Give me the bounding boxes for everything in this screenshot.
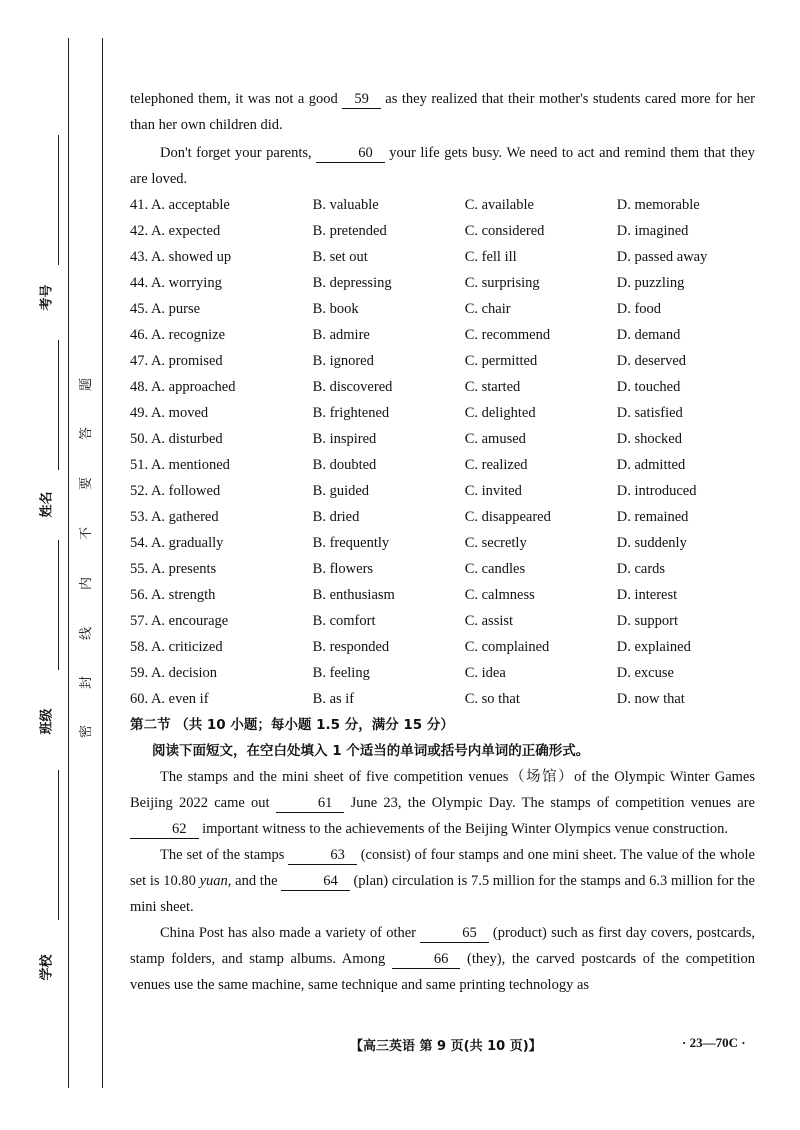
option-a: 41. A. acceptable	[130, 197, 230, 213]
option-b: B. book	[312, 301, 359, 317]
option-row	[130, 504, 755, 530]
option-c: C. permitted	[464, 353, 538, 369]
option-c: C. so that	[464, 691, 520, 707]
option-row	[130, 192, 755, 218]
option-c: C. disappeared	[464, 509, 551, 525]
option-d: D. shocked	[616, 431, 682, 447]
option-row	[130, 270, 755, 296]
seal-char: 不	[79, 526, 95, 541]
option-a: 51. A. mentioned	[130, 457, 230, 473]
footer-page-info: 【高三英语 第 9 页(共 10 页)】	[350, 1039, 542, 1054]
option-d: D. explained	[616, 639, 691, 655]
option-c: C. idea	[464, 665, 506, 681]
name-label: 姓名	[39, 491, 55, 518]
seal-char: 答	[79, 426, 95, 441]
option-b: B. guided	[312, 483, 370, 499]
name-line	[58, 340, 59, 470]
option-a: 48. A. approached	[130, 379, 236, 395]
option-b: B. doubted	[312, 457, 377, 473]
option-a: 45. A. purse	[130, 301, 201, 317]
option-d: D. satisfied	[616, 405, 683, 421]
option-c: C. calmness	[464, 587, 535, 603]
option-b: B. pretended	[312, 223, 387, 239]
option-b: B. frequently	[312, 535, 390, 551]
option-d: D. demand	[616, 327, 681, 343]
margin-rule-right	[102, 38, 103, 1088]
option-a: 60. A. even if	[130, 691, 209, 707]
option-c: C. fell ill	[464, 249, 517, 265]
answer-blank: 66	[392, 951, 461, 969]
option-b: B. inspired	[312, 431, 377, 447]
option-d: D. suddenly	[616, 535, 687, 551]
seal-char: 要	[79, 476, 95, 491]
option-d: D. cards	[616, 561, 666, 577]
option-d: D. now that	[616, 691, 685, 707]
option-row	[130, 556, 755, 582]
option-a: 47. A. promised	[130, 353, 223, 369]
class-label: 班级	[39, 708, 55, 735]
option-d: D. admitted	[616, 457, 686, 473]
option-a: 55. A. presents	[130, 561, 217, 577]
answer-blank: 64	[281, 873, 350, 891]
option-b: B. ignored	[312, 353, 374, 369]
option-row	[130, 348, 755, 374]
option-row	[130, 660, 755, 686]
option-c: C. considered	[464, 223, 545, 239]
exam-no-label: 考号	[39, 284, 55, 311]
option-c: C. secretly	[464, 535, 527, 551]
seal-char: 题	[79, 377, 95, 392]
option-b: B. frightened	[312, 405, 390, 421]
option-d: D. passed away	[616, 249, 708, 265]
option-b: B. feeling	[312, 665, 370, 681]
option-b: B. discovered	[312, 379, 393, 395]
answer-blank: 61	[276, 795, 345, 813]
exam-no-line	[58, 135, 59, 265]
option-b: B. responded	[312, 639, 390, 655]
option-row	[130, 582, 755, 608]
option-a: 59. A. decision	[130, 665, 217, 681]
option-c: C. candles	[464, 561, 526, 577]
option-a: 50. A. disturbed	[130, 431, 223, 447]
option-d: D. food	[616, 301, 662, 317]
option-b: B. as if	[312, 691, 355, 707]
option-d: D. imagined	[616, 223, 689, 239]
answer-blank: 60	[316, 145, 385, 163]
school-label: 学校	[39, 954, 55, 981]
option-row	[130, 244, 755, 270]
option-a: 53. A. gathered	[130, 509, 219, 525]
school-line	[58, 770, 59, 920]
option-d: D. deserved	[616, 353, 687, 369]
option-c: C. realized	[464, 457, 528, 473]
option-d: D. support	[616, 613, 678, 629]
option-b: B. dried	[312, 509, 360, 525]
option-a: 43. A. showed up	[130, 249, 232, 265]
option-row	[130, 426, 755, 452]
option-d: D. interest	[616, 587, 678, 603]
option-a: 49. A. moved	[130, 405, 209, 421]
answer-blank: 63	[288, 847, 357, 865]
option-c: C. delighted	[464, 405, 536, 421]
option-b: B. comfort	[312, 613, 376, 629]
option-a: 42. A. expected	[130, 223, 221, 239]
option-b: B. depressing	[312, 275, 392, 291]
seal-char: 内	[79, 576, 95, 591]
option-c: C. amused	[464, 431, 526, 447]
option-c: C. surprising	[464, 275, 540, 291]
footer-code: · 23—70C ·	[682, 1035, 746, 1050]
option-row	[130, 686, 755, 712]
answer-blank: 65	[420, 925, 489, 943]
paragraph-top: telephoned them, it was not a good 59 as they realized that their mother's students cared more for her than her own children did.	[130, 91, 755, 133]
option-d: D. remained	[616, 509, 689, 525]
option-row	[130, 530, 755, 556]
section-title: 第二节 （共 10 小题；每小题 1.5 分，满分 15 分）	[130, 717, 454, 733]
option-a: 44. A. worrying	[130, 275, 222, 291]
section-instruction: 阅读下面短文，在空白处填入 1 个适当的单词或括号内单词的正确形式。	[152, 743, 590, 759]
option-row	[130, 634, 755, 660]
option-row	[130, 478, 755, 504]
answer-blank: 59	[342, 91, 381, 109]
option-a: 46. A. recognize	[130, 327, 226, 343]
option-row	[130, 322, 755, 348]
options-table	[130, 192, 755, 712]
option-row	[130, 218, 755, 244]
margin-rule-left	[68, 38, 69, 1088]
passage-paragraph: The stamps and the mini sheet of five competition venues（场馆）of the Olympic Winter Games Beijing 2022 came out 61 June 23, the Olympic Day. The stamps of competition venues are 62 important witness to the achievements of the Beijing Winter Olympics venue construction.	[130, 769, 755, 837]
seal-char: 线	[79, 626, 95, 641]
option-row	[130, 400, 755, 426]
option-c: C. chair	[464, 301, 511, 317]
option-b: B. enthusiasm	[312, 587, 395, 603]
page-content	[130, 86, 755, 998]
option-d: D. introduced	[616, 483, 697, 499]
seal-char: 封	[79, 675, 95, 690]
option-b: B. valuable	[312, 197, 379, 213]
option-d: D. puzzling	[616, 275, 685, 291]
option-b: B. flowers	[312, 561, 374, 577]
option-b: B. set out	[312, 249, 368, 265]
option-a: 58. A. criticized	[130, 639, 223, 655]
option-a: 56. A. strength	[130, 587, 216, 603]
option-c: C. available	[464, 197, 534, 213]
option-c: C. started	[464, 379, 521, 395]
option-d: D. touched	[616, 379, 681, 395]
passage-paragraph: The set of the stamps 63 (consist) of four stamps and one mini sheet. The value of the whole set is 10.80 yuan, and the 64 (plan) circulation is 7.5 million for the stamps and 6.3 million for the mini sheet.	[130, 847, 755, 915]
option-c: C. assist	[464, 613, 514, 629]
option-c: C. complained	[464, 639, 550, 655]
passage-paragraph: China Post has also made a variety of other 65 (product) such as first day covers, postcards, stamp folders, and stamp albums. Among 66 (they), the carved postcards of the competition venues use the same machine, same technique and same printing technology as	[130, 925, 756, 993]
option-d: D. memorable	[616, 197, 700, 213]
option-row	[130, 374, 755, 400]
seal-char: 密	[79, 724, 95, 739]
option-row	[130, 608, 755, 634]
paragraph-top: Don't forget your parents, 60 your life gets busy. We need to act and remind them that they are loved.	[130, 145, 755, 187]
option-a: 52. A. followed	[130, 483, 221, 499]
option-a: 54. A. gradually	[130, 535, 224, 551]
option-row	[130, 296, 755, 322]
option-a: 57. A. encourage	[130, 613, 229, 629]
option-b: B. admire	[312, 327, 370, 343]
option-c: C. recommend	[464, 327, 551, 343]
option-row	[130, 452, 755, 478]
answer-blank: 62	[130, 821, 199, 839]
option-d: D. excuse	[616, 665, 674, 681]
class-line	[58, 540, 59, 670]
option-c: C. invited	[464, 483, 522, 499]
